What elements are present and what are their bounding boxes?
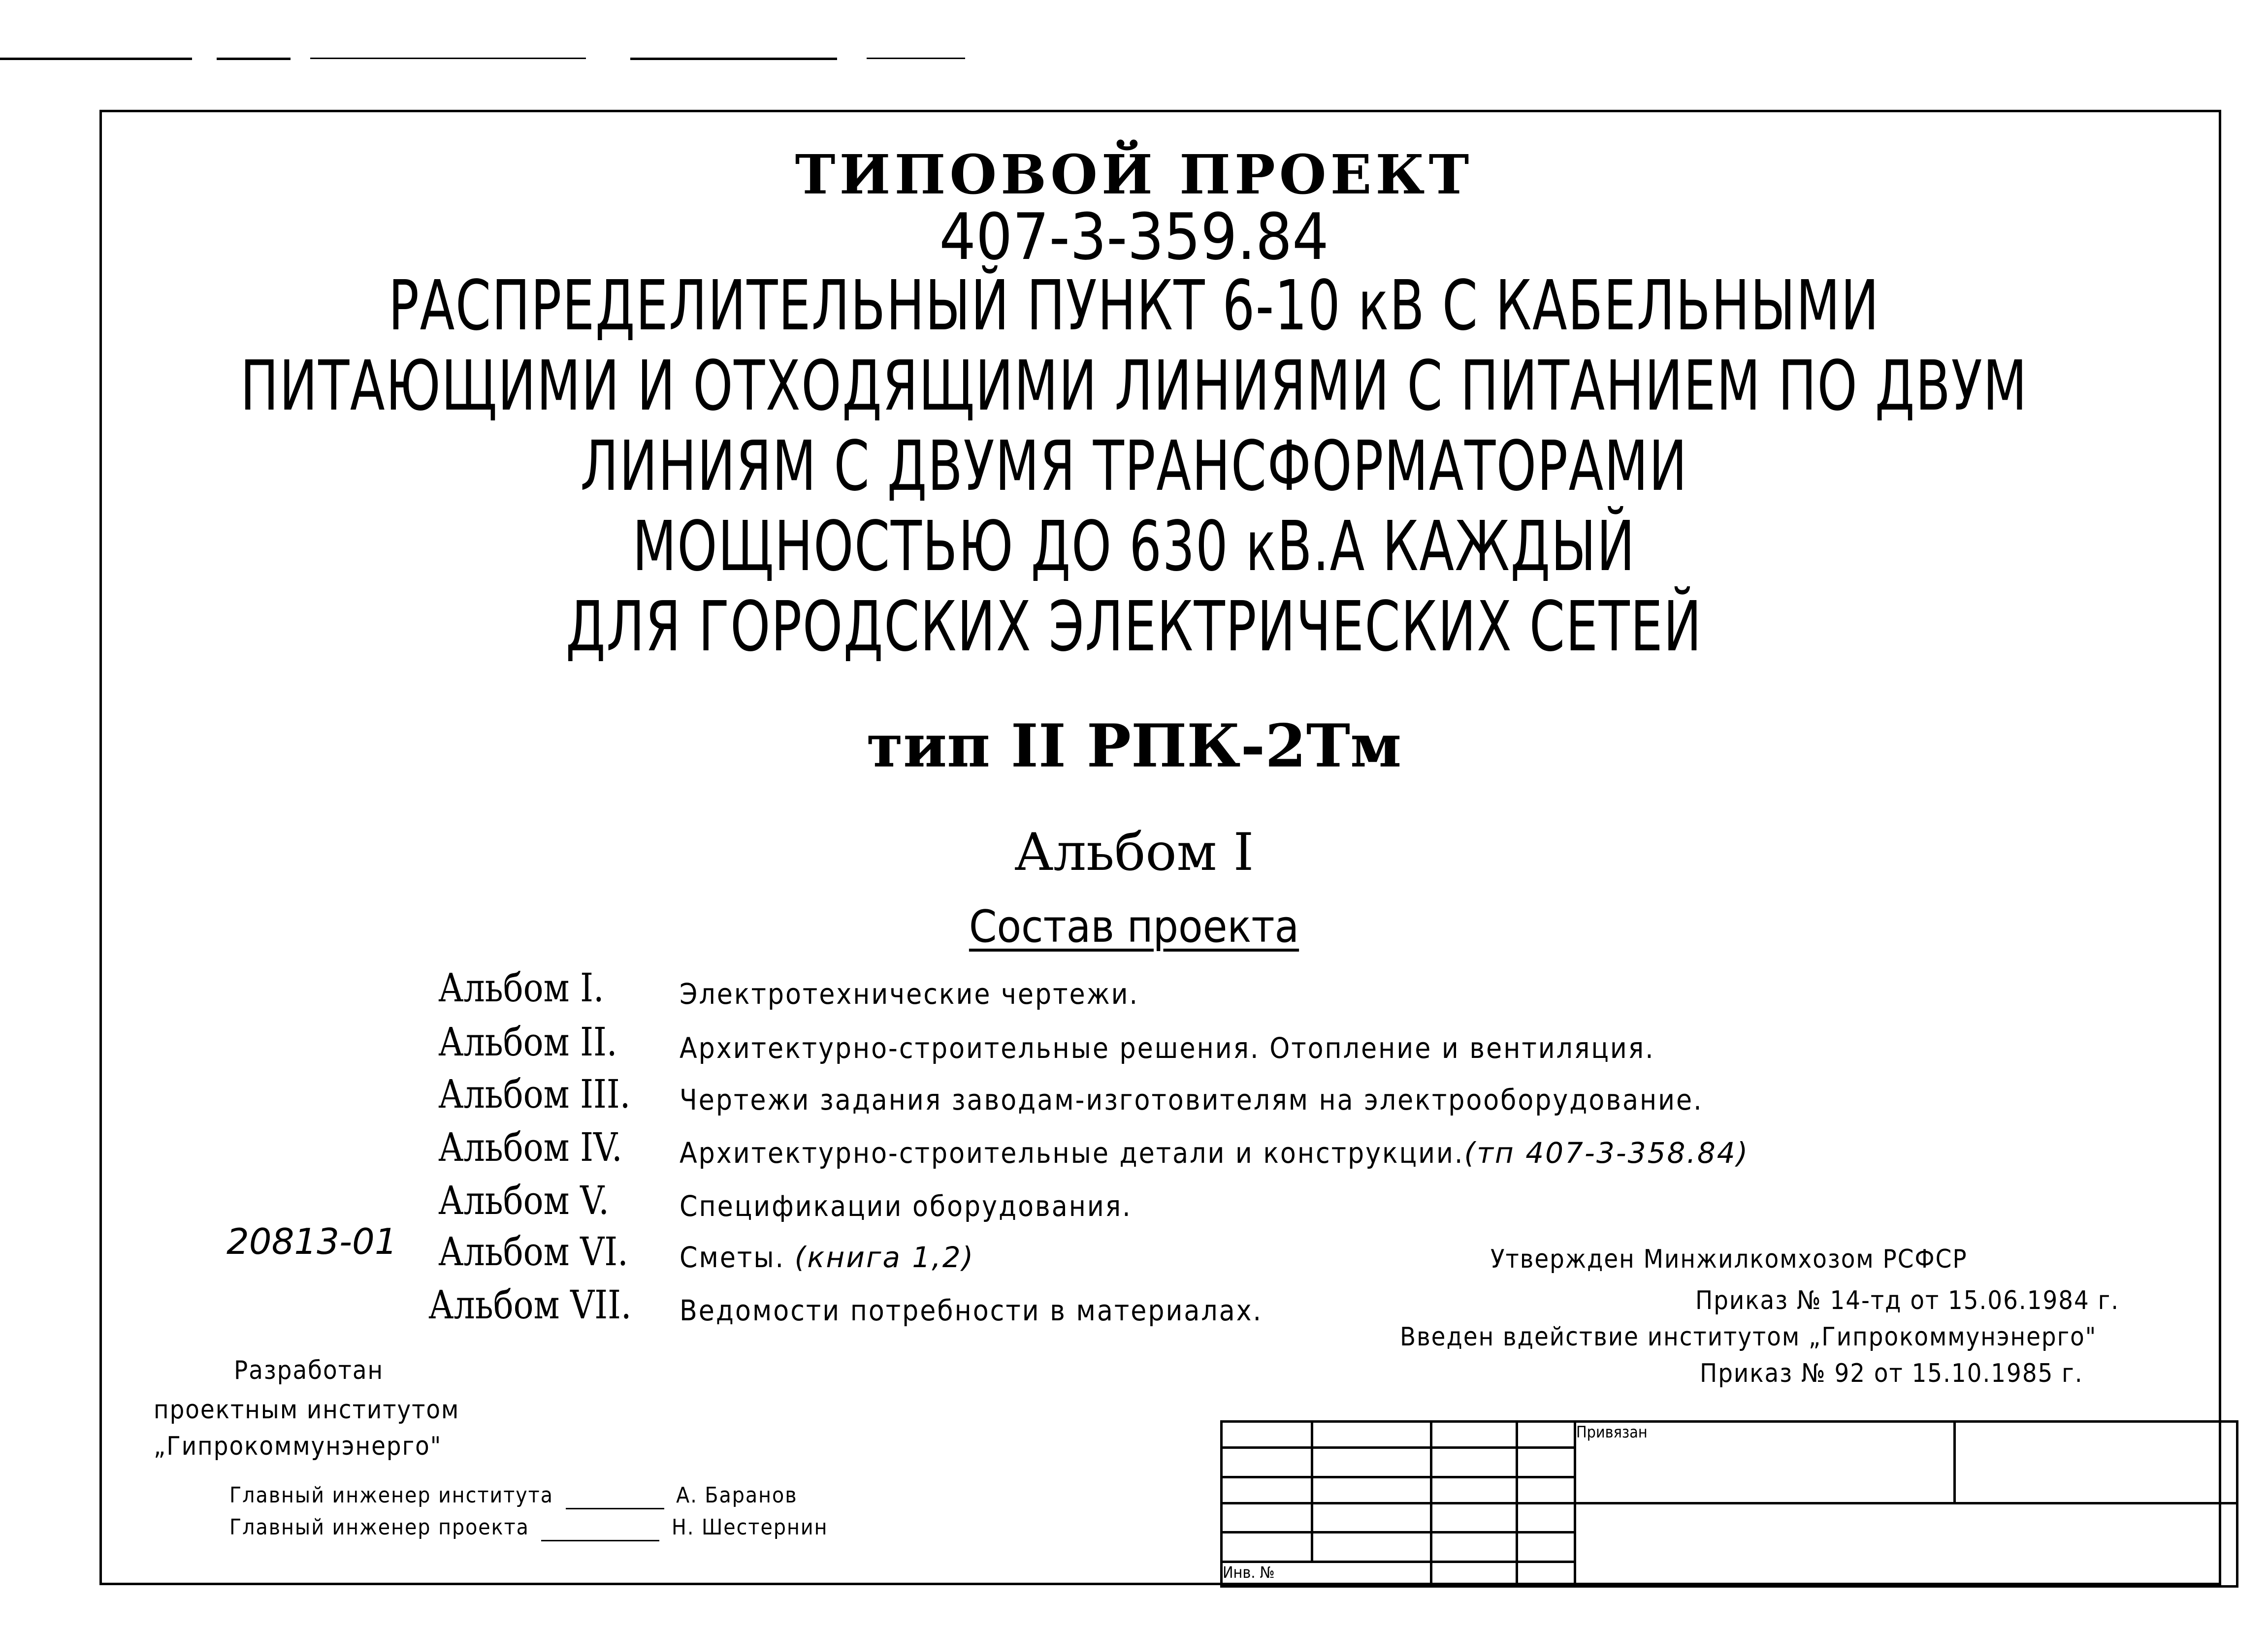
description-line: МОЩНОСТЬЮ ДО 630 кВ.А КАЖДЫЙ <box>632 507 1636 587</box>
scan-edge-mark <box>310 58 586 59</box>
signer-role: Главный инженер института <box>229 1483 553 1508</box>
stamp-cell <box>1222 1422 1312 1448</box>
signature-row <box>229 1515 828 1541</box>
stamp-cell <box>1222 1532 1312 1562</box>
album-note: (тп 407-3-358.84) <box>1464 1136 1750 1170</box>
description-line: ЛИНИЯМ С ДВУМЯ ТРАНСФОРМАТОРАМИ <box>580 426 1688 507</box>
stamp-cell <box>1517 1477 1575 1503</box>
stamp-cell <box>1222 1448 1312 1477</box>
enactment-line: Введен вдействие институтом „Гипрокоммунэнерго" <box>1400 1322 2097 1352</box>
stamp-cell <box>1517 1422 1575 1448</box>
signer-name: Н. Шестернин <box>672 1515 828 1540</box>
stamp-cell <box>1517 1448 1575 1477</box>
album-label: Альбом III. <box>438 1071 631 1117</box>
stamp-cell <box>1955 1422 2237 1503</box>
developer-institute: проектным институтом <box>154 1395 460 1425</box>
stamp-cell <box>1431 1503 1517 1532</box>
stamp-cell <box>1312 1503 1431 1532</box>
album-text <box>680 1241 974 1274</box>
stamp-cell <box>1431 1422 1517 1448</box>
description-line: ПИТАЮЩИМИ И ОТХОДЯЩИМИ ЛИНИЯМИ С ПИТАНИЕМ ПО ДВУМ <box>240 346 2028 426</box>
album-note: (книга 1,2) <box>794 1241 975 1274</box>
project-number: 407-3-359.84 <box>939 199 1329 274</box>
stamp-cell <box>1517 1532 1575 1562</box>
stamp-cell <box>1312 1477 1431 1503</box>
bound-label: Привязан <box>1576 1423 1648 1441</box>
stamp-cell <box>1312 1448 1431 1477</box>
stamp-cell <box>1222 1503 1312 1532</box>
developer-label: Разработан <box>234 1356 384 1385</box>
stamp-cell <box>1222 1477 1312 1503</box>
album-label: Альбом I. <box>438 965 604 1011</box>
approval-order: Приказ № 14-тд от 15.06.1984 г. <box>1695 1286 2120 1315</box>
stamp-cell <box>1431 1532 1517 1562</box>
scan-edge-mark <box>867 58 965 59</box>
signature-row <box>229 1483 798 1509</box>
stamp-cell <box>1312 1422 1431 1448</box>
inv-cell <box>1222 1562 1431 1587</box>
album-text: Электротехнические чертежи. <box>680 977 1139 1011</box>
album-text-main: Архитектурно-строительные детали и конструкции. <box>680 1136 1464 1170</box>
project-type: тип II РПК-2Тм <box>866 711 1402 781</box>
album-text-main: Сметы. <box>680 1241 785 1274</box>
album-number: Альбом I <box>1014 822 1254 882</box>
stamp-cell <box>1517 1562 1575 1587</box>
stamp-cell <box>1431 1448 1517 1477</box>
description-line: ДЛЯ ГОРОДСКИХ ЭЛЕКТРИЧЕСКИХ СЕТЕЙ <box>565 587 1703 667</box>
signature-scribble <box>541 1515 659 1541</box>
stamp-cell <box>1431 1477 1517 1503</box>
handwritten-code: 20813-01 <box>227 1221 397 1262</box>
stamp-cell <box>1312 1532 1431 1562</box>
scan-edge-mark <box>217 58 291 60</box>
signer-name: А. Баранов <box>676 1483 798 1508</box>
inv-label: Инв. № <box>1223 1563 1275 1582</box>
developer-name: „Гипрокоммунэнерго" <box>154 1432 442 1461</box>
contents-heading: Состав проекта <box>969 901 1299 953</box>
album-text: Архитектурно-строительные решения. Отопление и вентиляция. <box>680 1031 1655 1065</box>
signature-scribble <box>566 1483 664 1509</box>
scan-edge-mark <box>0 58 192 60</box>
album-text: Чертежи задания заводам-изготовителям на электрооборудование. <box>680 1083 1703 1117</box>
signer-role: Главный инженер проекта <box>229 1515 529 1540</box>
scan-edge-mark <box>630 58 837 60</box>
title-block-stamp <box>1220 1420 2238 1588</box>
album-label: Альбом VI. <box>438 1229 628 1275</box>
doc-title: ТИПОВОЙ ПРОЕКТ <box>795 143 1473 206</box>
description-line: РАСПРЕДЕЛИТЕЛЬНЫЙ ПУНКТ 6-10 кВ С КАБЕЛЬНЫМИ <box>388 266 1880 346</box>
approval-line: Утвержден Минжилкомхозом РСФСР <box>1490 1245 1968 1274</box>
stamp-cell <box>1517 1503 1575 1532</box>
stamp-cell <box>1431 1562 1517 1587</box>
album-text: Ведомости потребности в материалах. <box>680 1294 1263 1327</box>
album-label: Альбом VII. <box>428 1282 632 1328</box>
album-text <box>680 1136 1749 1170</box>
album-label: Альбом IV. <box>438 1124 622 1170</box>
album-text: Спецификации оборудования. <box>680 1189 1132 1223</box>
enactment-order: Приказ № 92 от 15.10.1985 г. <box>1700 1359 2083 1388</box>
album-label: Альбом V. <box>438 1178 609 1223</box>
bound-cell <box>1575 1422 1955 1503</box>
album-label: Альбом II. <box>438 1019 617 1065</box>
stamp-cell <box>1575 1503 2237 1587</box>
